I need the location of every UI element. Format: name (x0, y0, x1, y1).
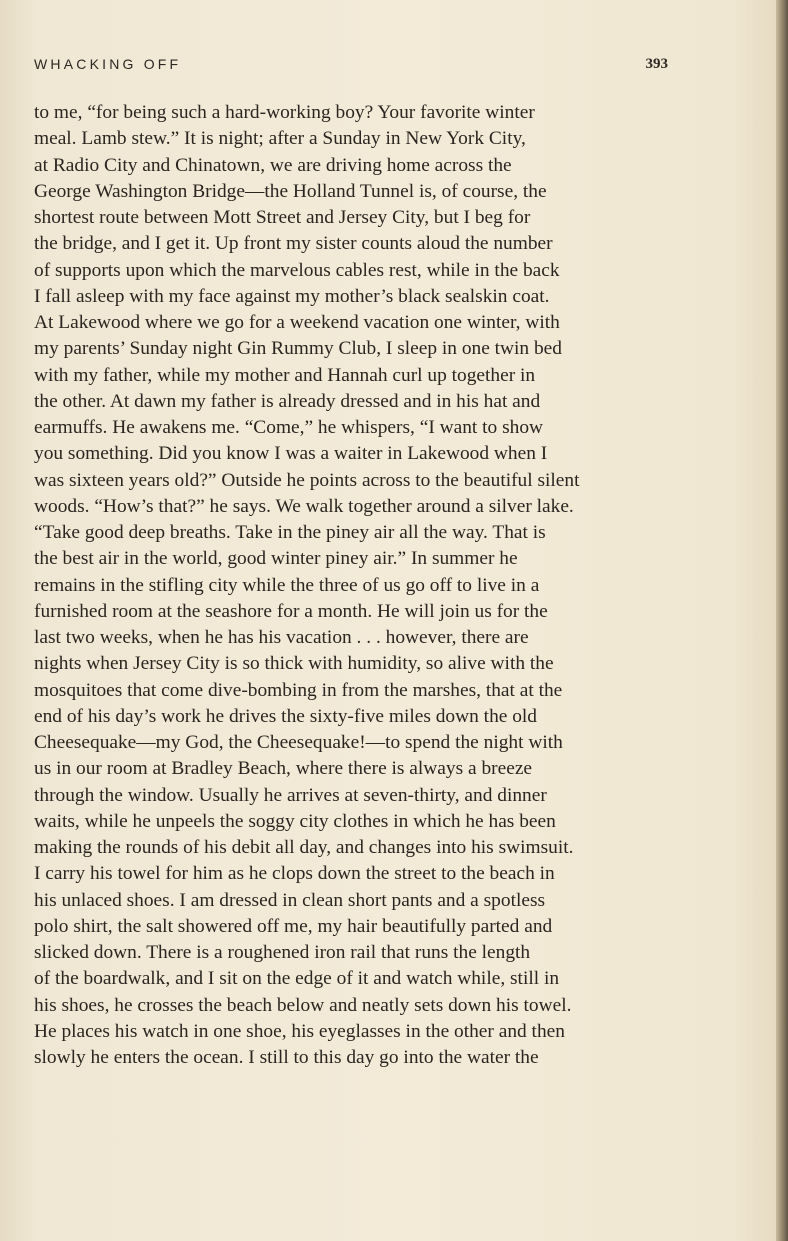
text-line: woods. “How’s that?” he says. We walk together around a silver lake. (34, 495, 574, 517)
text-line: At Lakewood where we go for a weekend vacation one winter, with (34, 312, 560, 333)
text-line: I carry his towel for him as he clops down the street to the beach in (34, 863, 555, 885)
text-line: through the window. Usually he arrives at seven-thirty, and dinner (34, 784, 547, 806)
text-line: of the boardwalk, and I sit on the edge of it and watch while, still in (34, 968, 560, 990)
text-line: to me, “for being such a hard-working boy? Your favorite winter (34, 102, 535, 123)
text-line: remains in the stifling city while the three of us go off to live in a (34, 574, 540, 596)
text-line: with my father, while my mother and Hannah curl up together in (34, 364, 536, 386)
page-header (34, 56, 668, 80)
text-line: nights when Jersey City is so thick with humidity, so alive with the (34, 653, 554, 675)
page-edge-shadow (776, 0, 788, 1241)
running-head: WHACKING OFF (34, 56, 182, 72)
text-line: waits, while he unpeels the soggy city clothes in which he has been (34, 810, 556, 832)
text-line: shortest route between Mott Street and Jersey City, but I beg for (34, 207, 531, 228)
text-line: slowly he enters the ocean. I still to this day go into the water the (34, 1047, 539, 1068)
text-line: the other. At dawn my father is already dressed and in his hat and (34, 390, 541, 412)
text-line: polo shirt, the salt showered off me, my hair beautifully parted and (34, 915, 553, 937)
body-text (34, 100, 668, 1071)
text-line: you something. Did you know I was a waiter in Lakewood when I (34, 443, 548, 465)
text-line: “Take good deep breaths. Take in the piney air all the way. That is (34, 522, 546, 543)
text-line: his unlaced shoes. I am dressed in clean short pants and a spotless (34, 889, 546, 911)
text-line: I fall asleep with my face against my mother’s black sealskin coat. (34, 285, 550, 307)
text-line: George Washington Bridge—the Holland Tunnel is, of course, the (34, 180, 547, 202)
text-line: slicked down. There is a roughened iron rail that runs the length (34, 942, 531, 963)
text-line: of supports upon which the marvelous cables rest, while in the back (34, 259, 560, 281)
text-line: Cheesequake—my God, the Cheesequake!—to spend the night with (34, 732, 563, 753)
text-line: furnished room at the seashore for a month. He will join us for the (34, 600, 548, 622)
text-line: at Radio City and Chinatown, we are driving home across the (34, 154, 512, 176)
text-line: his shoes, he crosses the beach below and neatly sets down his towel. (34, 994, 572, 1016)
text-line: last two weeks, when he has his vacation . . . however, there are (34, 627, 529, 648)
text-line: was sixteen years old?” Outside he points across to the beautiful silent (34, 469, 580, 491)
page-number: 393 (645, 56, 668, 72)
text-line: He places his watch in one shoe, his eyeglasses in the other and then (34, 1020, 565, 1042)
text-line: meal. Lamb stew.” It is night; after a Sunday in New York City, (34, 128, 526, 150)
text-line: end of his day’s work he drives the sixty-five miles down the old (34, 705, 537, 727)
text-line: us in our room at Bradley Beach, where there is always a breeze (34, 758, 533, 780)
text-line: mosquitoes that come dive-bombing in from the marshes, that at the (34, 679, 563, 701)
text-line: earmuffs. He awakens me. “Come,” he whispers, “I want to show (34, 417, 544, 438)
text-line: my parents’ Sunday night Gin Rummy Club, I sleep in one twin bed (34, 338, 562, 360)
text-line: making the rounds of his debit all day, and changes into his swimsuit. (34, 837, 574, 858)
text-line: the best air in the world, good winter piney air.” In summer he (34, 548, 518, 570)
text-line: the bridge, and I get it. Up front my sister counts aloud the number (34, 233, 553, 255)
